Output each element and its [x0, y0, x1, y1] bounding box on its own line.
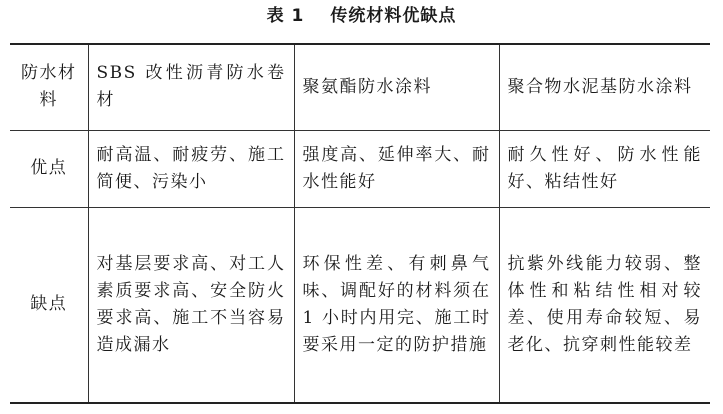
- advantages-polyurethane: 强度高、延伸率大、耐水性能好: [294, 130, 499, 207]
- disadvantages-polyurethane: 环保性差、有刺鼻气味、调配好的材料须在 1 小时内用完、施工时要采用一定的防护措施: [294, 207, 499, 403]
- table-row-disadvantages: [10, 207, 710, 403]
- row-label-disadvantages: 缺点: [10, 207, 88, 403]
- advantages-polymer-cement: 耐久性好、防水性能好、粘结性好: [499, 130, 710, 207]
- header-cell-material: 防水材料: [10, 44, 88, 130]
- table-row-advantages: [10, 130, 710, 207]
- disadvantages-sbs: 对基层要求高、对工人素质要求高、安全防火要求高、施工不当容易造成漏水: [88, 207, 294, 403]
- table-header-row: [10, 44, 710, 130]
- comparison-table: [10, 43, 710, 404]
- table-title: 传统材料优缺点: [330, 6, 457, 26]
- header-cell-polymer-cement: 聚合物水泥基防水涂料: [499, 44, 710, 130]
- advantages-sbs: 耐高温、耐疲劳、施工简便、污染小: [88, 130, 294, 207]
- row-label-advantages: 优点: [10, 130, 88, 207]
- table-caption: [0, 4, 723, 28]
- header-cell-polyurethane: 聚氨酯防水涂料: [294, 44, 499, 130]
- table-number: 表 1: [266, 6, 305, 26]
- disadvantages-polymer-cement: 抗紫外线能力较弱、整体性和粘结性相对较差、使用寿命较短、易老化、抗穿刺性能较差: [499, 207, 710, 403]
- header-cell-sbs: SBS 改性沥青防水卷材: [88, 44, 294, 130]
